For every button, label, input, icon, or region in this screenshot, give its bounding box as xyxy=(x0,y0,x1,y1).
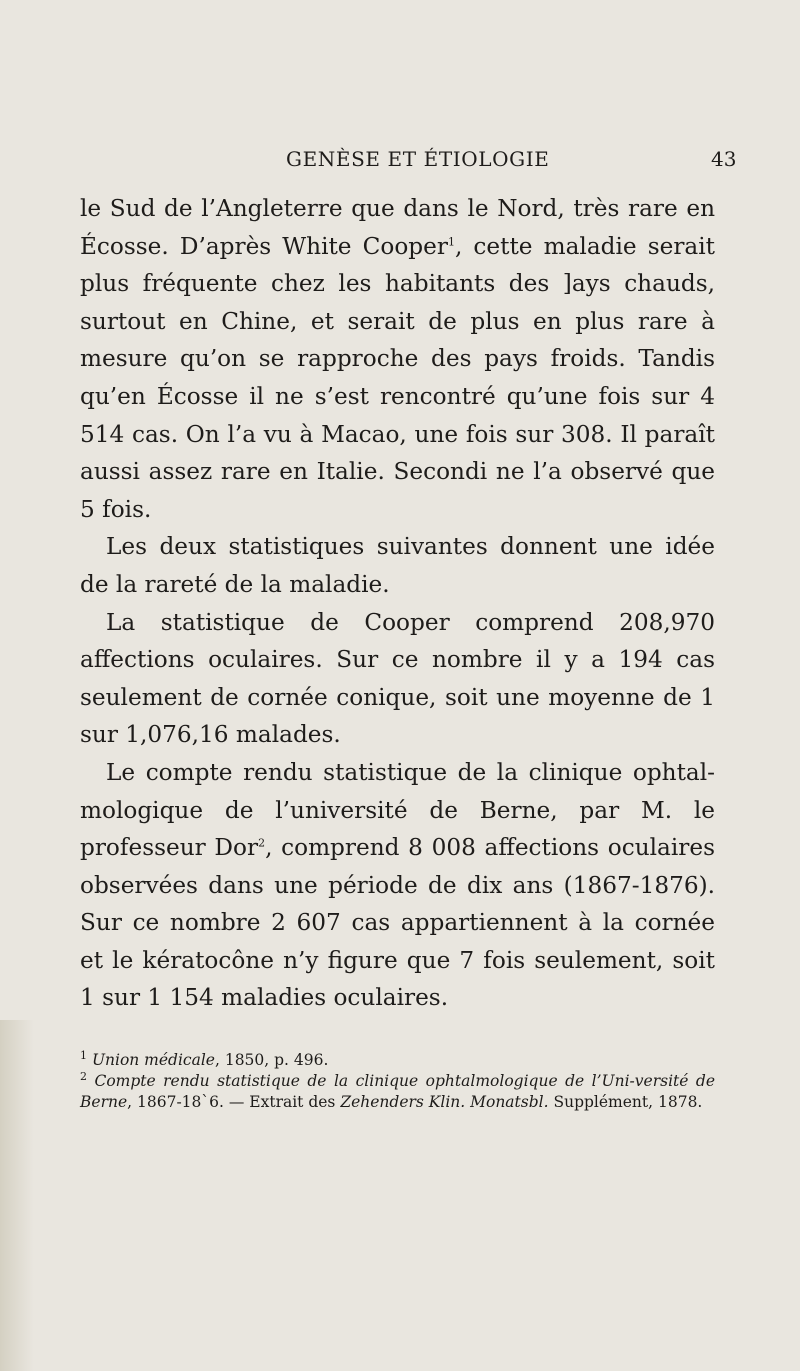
paragraph-4-text-b: , comprend 8 008 affections oculaires observées dans une période de dix ans (1867-1876). Sur ce nombre 2 607 cas appartiennent à la cornée et le kératocône n’y figure que 7 fois seulement, soit 1 sur 1 154 maladies oculaires. xyxy=(80,834,715,1012)
paragraph-1-text-b: , cette maladie serait plus fréquente chez les habitants des ]ays chauds, surtout en Chine, et serait de plus en plus rare à mesure qu’on se rapproche des pays froids. Tandis qu’en Écosse il ne s’est rencontré qu’une fois sur 4 514 cas. On l’a vu à Macao, une fois sur 308. Il paraît aussi assez rare en Italie. Secondi ne l’a observé que 5 fois. xyxy=(80,232,715,523)
footnote-2-journal: Zehenders Klin. Monatsbl. xyxy=(340,1093,549,1111)
page-edge-shadow xyxy=(0,1020,34,1371)
footnote-2-mid: , 1867-18`6. — Extrait des xyxy=(127,1093,341,1111)
footnote-2 xyxy=(80,1071,715,1113)
footnote-2-title: Compte rendu statistique de la clinique ophtalmologique de l’Uni-versité de Berne xyxy=(80,1072,715,1111)
paragraph-3: La statistique de Cooper comprend 208,970 affections oculaires. Sur ce nombre il y a 194 cas seulement de cornée conique, soit une moyenne de 1 sur 1,076,16 malades. xyxy=(80,608,715,749)
body-text xyxy=(80,190,715,1017)
footnote-1-mark: 1 xyxy=(80,1048,87,1062)
paragraph-2: Les deux statistiques suivantes donnent une idée de la rareté de la maladie. xyxy=(80,533,715,598)
paragraph-1 xyxy=(80,190,715,528)
paragraph-1-text-a: le Sud de l’Angleterre que dans le Nord, très rare en Écosse. D’après White Cooper xyxy=(80,195,715,260)
footnote-ref-2: 2 xyxy=(258,836,266,850)
page-header xyxy=(0,147,800,173)
footnote-1-rest: , 1850, p. 496. xyxy=(214,1051,329,1069)
paragraph-4-text-a: Le compte rendu statistique de la clinique ophtal-mologique de l’université de Berne, par M. le professeur Dor xyxy=(80,758,715,862)
paragraph-4 xyxy=(80,754,715,1017)
footnote-2-mark: 2 xyxy=(80,1069,87,1083)
footnote-2-end: Supplément, 1878. xyxy=(548,1093,703,1111)
footnotes xyxy=(80,1050,715,1113)
footnote-1-title: Union médicale xyxy=(91,1051,215,1069)
running-title: GENÈSE ET ÉTIOLOGIE xyxy=(286,147,550,171)
footnote-1 xyxy=(80,1050,715,1071)
footnote-ref-1: 1 xyxy=(447,234,455,248)
page-number: 43 xyxy=(711,147,737,171)
